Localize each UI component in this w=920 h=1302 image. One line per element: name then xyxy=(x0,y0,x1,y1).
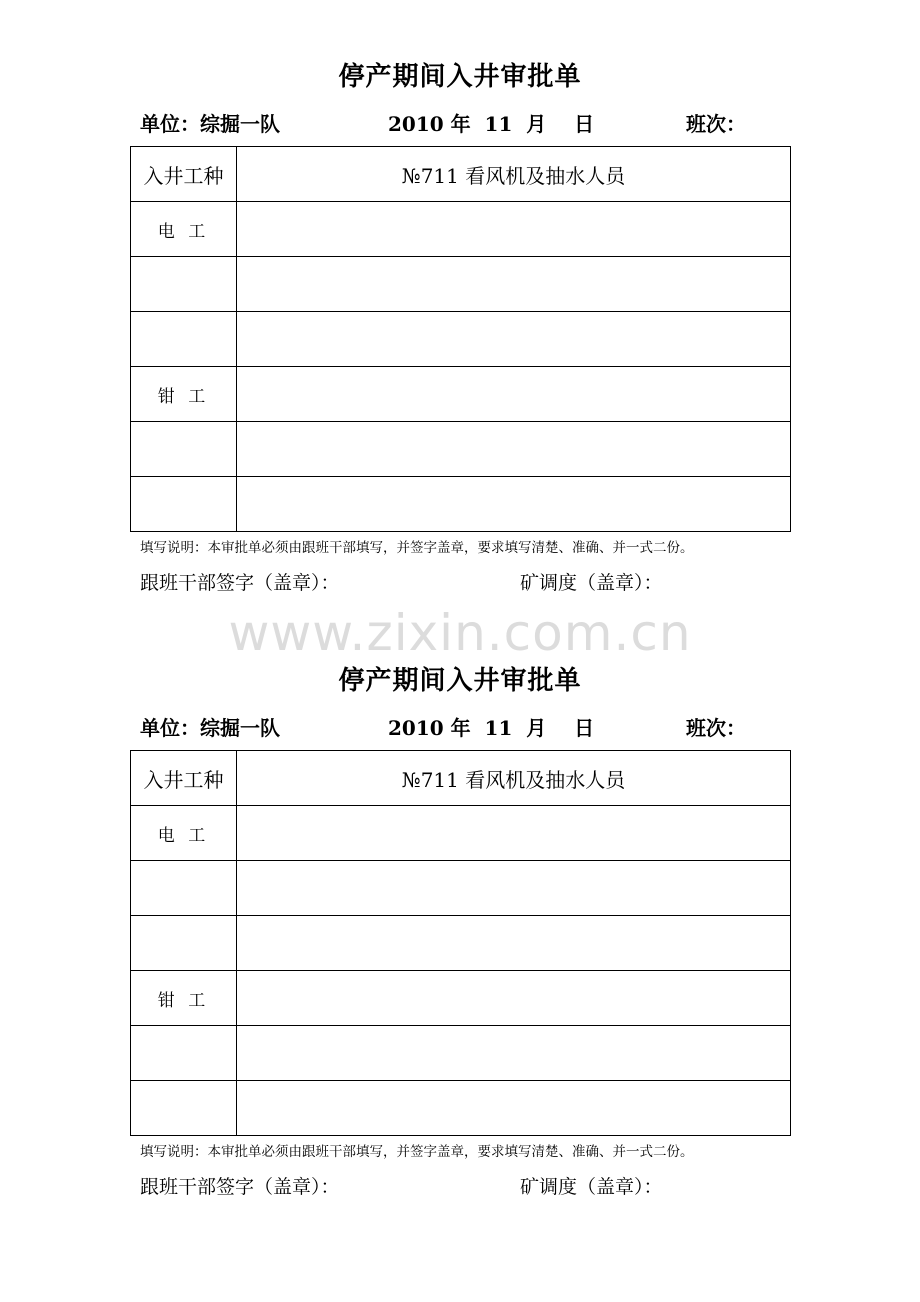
job-type-cell: 电 工 xyxy=(131,806,237,861)
table-header-row xyxy=(131,751,791,806)
header-personnel: №711 看风机及抽水人员 xyxy=(237,147,791,202)
form-title: 停产期间入井审批单 xyxy=(338,666,582,696)
dispatch-seal-label: 矿调度（盖章）： xyxy=(520,572,663,594)
personnel-cell[interactable] xyxy=(237,477,791,532)
personnel-cell[interactable] xyxy=(237,861,791,916)
table-row xyxy=(131,1026,791,1081)
table-row xyxy=(131,806,791,861)
table-header-row xyxy=(131,147,791,202)
personnel-cell[interactable] xyxy=(237,257,791,312)
table-row xyxy=(131,916,791,971)
job-type-cell: 钳 工 xyxy=(131,367,237,422)
approval-table xyxy=(130,750,791,1136)
table-row xyxy=(131,477,791,532)
dispatch-seal-label: 矿调度（盖章）： xyxy=(520,1176,663,1198)
form-meta-row xyxy=(140,108,800,136)
leader-signature-label: 跟班干部签字（盖章）： xyxy=(140,1176,340,1198)
personnel-cell[interactable] xyxy=(237,1081,791,1136)
header-personnel: №711 看风机及抽水人员 xyxy=(237,751,791,806)
unit-label: 单位：综掘一队 xyxy=(140,716,280,740)
table-row xyxy=(131,257,791,312)
personnel-cell[interactable] xyxy=(237,806,791,861)
job-type-cell xyxy=(131,312,237,367)
approval-form-1 xyxy=(0,0,920,600)
personnel-cell[interactable] xyxy=(237,202,791,257)
table-row xyxy=(131,971,791,1026)
job-type-cell xyxy=(131,477,237,532)
job-type-cell: 电 工 xyxy=(131,202,237,257)
personnel-cell[interactable] xyxy=(237,1026,791,1081)
job-type-cell xyxy=(131,861,237,916)
table-row xyxy=(131,1081,791,1136)
personnel-cell[interactable] xyxy=(237,971,791,1026)
fill-instructions: 填写说明：本审批单必须由跟班干部填写，并签字盖章，要求填写清楚、准确、并一式二份。 xyxy=(140,540,694,556)
job-type-cell xyxy=(131,257,237,312)
personnel-cell[interactable] xyxy=(237,916,791,971)
job-type-cell: 钳 工 xyxy=(131,971,237,1026)
watermark-text: www.zixin.com.cn xyxy=(228,604,692,662)
header-job-type: 入井工种 xyxy=(131,751,237,806)
fill-instructions: 填写说明：本审批单必须由跟班干部填写，并签字盖章，要求填写清楚、准确、并一式二份。 xyxy=(140,1144,694,1160)
approval-form-2 xyxy=(0,604,920,1204)
shift-label: 班次： xyxy=(686,716,746,740)
personnel-cell[interactable] xyxy=(237,367,791,422)
table-row xyxy=(131,312,791,367)
table-row xyxy=(131,202,791,257)
header-job-type: 入井工种 xyxy=(131,147,237,202)
leader-signature-label: 跟班干部签字（盖章）： xyxy=(140,572,340,594)
approval-table xyxy=(130,146,791,532)
table-row xyxy=(131,367,791,422)
date-label: 2010 年 11 月 日 xyxy=(388,112,595,136)
personnel-cell[interactable] xyxy=(237,312,791,367)
table-row xyxy=(131,861,791,916)
date-label: 2010 年 11 月 日 xyxy=(388,716,595,740)
job-type-cell xyxy=(131,422,237,477)
form-meta-row xyxy=(140,712,800,740)
form-title: 停产期间入井审批单 xyxy=(338,62,582,92)
job-type-cell xyxy=(131,916,237,971)
personnel-cell[interactable] xyxy=(237,422,791,477)
table-row xyxy=(131,422,791,477)
job-type-cell xyxy=(131,1026,237,1081)
unit-label: 单位：综掘一队 xyxy=(140,112,280,136)
shift-label: 班次： xyxy=(686,112,746,136)
job-type-cell xyxy=(131,1081,237,1136)
